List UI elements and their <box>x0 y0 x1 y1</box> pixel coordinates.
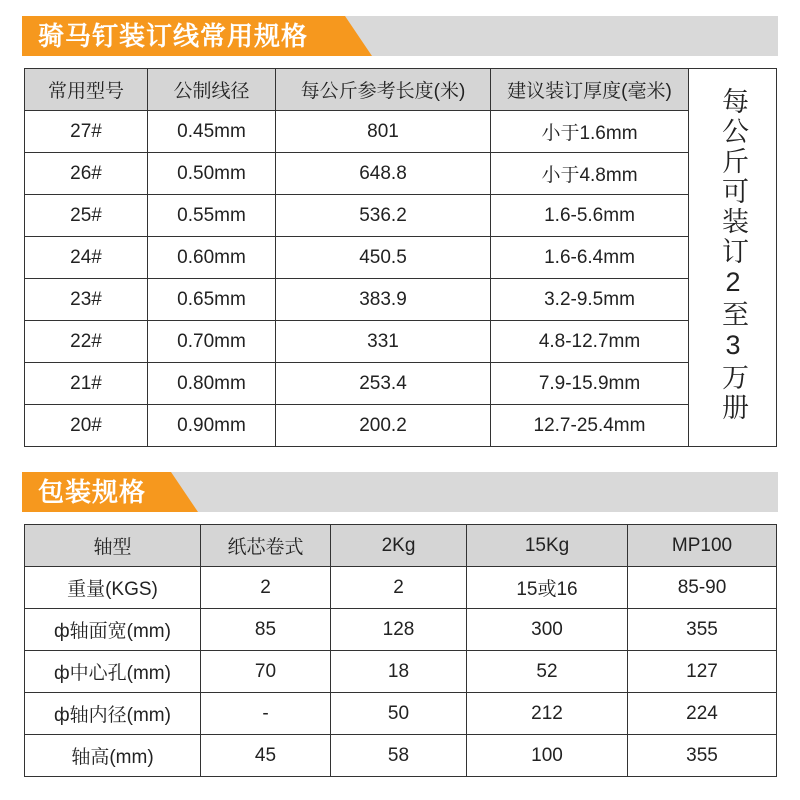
header-2kg: 2Kg <box>331 525 467 567</box>
packaging-row-label: 重量(KGS) <box>25 567 201 609</box>
packaging-row <box>25 735 777 777</box>
packaging-cell: 212 <box>467 693 628 735</box>
cell-model: 21# <box>25 363 148 405</box>
packaging-cell: 45 <box>201 735 331 777</box>
cell-length-per-kg: 200.2 <box>276 405 491 447</box>
wire-specs-row <box>25 153 777 195</box>
packaging-cell: 355 <box>628 609 777 651</box>
packaging-cell: 300 <box>467 609 628 651</box>
packaging-row-label: ф中心孔(mm) <box>25 651 201 693</box>
cell-model: 23# <box>25 279 148 321</box>
header-spool-type: 轴型 <box>25 525 201 567</box>
packaging-cell: 127 <box>628 651 777 693</box>
cell-binding-thickness: 3.2-9.5mm <box>491 279 689 321</box>
packaging-cell: 15或16 <box>467 567 628 609</box>
wire-specs-row <box>25 237 777 279</box>
cell-diameter: 0.55mm <box>148 195 276 237</box>
cell-model: 22# <box>25 321 148 363</box>
packaging-row-label: ф轴内径(mm) <box>25 693 201 735</box>
binding-capacity-note-cell <box>689 69 777 447</box>
header-binding-thickness: 建议装订厚度(毫米) <box>491 69 689 111</box>
cell-diameter: 0.80mm <box>148 363 276 405</box>
packaging-cell: 2 <box>331 567 467 609</box>
cell-binding-thickness: 7.9-15.9mm <box>491 363 689 405</box>
cell-diameter: 0.65mm <box>148 279 276 321</box>
packaging-header-bar <box>22 472 778 512</box>
packaging-row-label: ф轴面宽(mm) <box>25 609 201 651</box>
packaging-row-label: 轴高(mm) <box>25 735 201 777</box>
packaging-cell: 85-90 <box>628 567 777 609</box>
wire-specs-row <box>25 363 777 405</box>
cell-diameter: 0.50mm <box>148 153 276 195</box>
cell-diameter: 0.90mm <box>148 405 276 447</box>
wire-specs-title: 骑马钉装订线常用规格 <box>38 21 309 51</box>
packaging-cell: 224 <box>628 693 777 735</box>
cell-model: 27# <box>25 111 148 153</box>
packaging-header-row <box>25 525 777 567</box>
wire-specs-row <box>25 405 777 447</box>
wire-specs-table <box>24 68 777 447</box>
packaging-cell: 128 <box>331 609 467 651</box>
header-diameter: 公制线径 <box>148 69 276 111</box>
packaging-row <box>25 567 777 609</box>
cell-binding-thickness: 1.6-6.4mm <box>491 237 689 279</box>
packaging-cell: 100 <box>467 735 628 777</box>
wire-specs-row <box>25 279 777 321</box>
header-mp100: MP100 <box>628 525 777 567</box>
wire-specs-header-row <box>25 69 777 111</box>
packaging-cell: 50 <box>331 693 467 735</box>
cell-binding-thickness: 小于1.6mm <box>491 111 689 153</box>
binding-capacity-note: 每公斤可装订2至3万册 <box>718 86 748 423</box>
cell-binding-thickness: 小于4.8mm <box>491 153 689 195</box>
packaging-row <box>25 609 777 651</box>
packaging-table <box>24 524 777 777</box>
cell-binding-thickness: 1.6-5.6mm <box>491 195 689 237</box>
cell-length-per-kg: 536.2 <box>276 195 491 237</box>
cell-length-per-kg: 253.4 <box>276 363 491 405</box>
cell-length-per-kg: 331 <box>276 321 491 363</box>
cell-model: 24# <box>25 237 148 279</box>
packaging-cell: 85 <box>201 609 331 651</box>
cell-binding-thickness: 12.7-25.4mm <box>491 405 689 447</box>
cell-binding-thickness: 4.8-12.7mm <box>491 321 689 363</box>
cell-diameter: 0.60mm <box>148 237 276 279</box>
header-paper-core: 纸芯卷式 <box>201 525 331 567</box>
header-15kg: 15Kg <box>467 525 628 567</box>
wire-specs-header-bar <box>22 16 778 56</box>
packaging-cell: 2 <box>201 567 331 609</box>
packaging-title: 包装规格 <box>38 477 147 507</box>
cell-diameter: 0.70mm <box>148 321 276 363</box>
packaging-cell: 52 <box>467 651 628 693</box>
cell-diameter: 0.45mm <box>148 111 276 153</box>
cell-model: 20# <box>25 405 148 447</box>
packaging-cell: - <box>201 693 331 735</box>
header-model: 常用型号 <box>25 69 148 111</box>
packaging-cell: 70 <box>201 651 331 693</box>
wire-specs-row <box>25 195 777 237</box>
cell-model: 26# <box>25 153 148 195</box>
wire-specs-row <box>25 111 777 153</box>
packaging-cell: 355 <box>628 735 777 777</box>
cell-length-per-kg: 801 <box>276 111 491 153</box>
packaging-cell: 18 <box>331 651 467 693</box>
header-length-per-kg: 每公斤参考长度(米) <box>276 69 491 111</box>
packaging-row <box>25 693 777 735</box>
cell-length-per-kg: 383.9 <box>276 279 491 321</box>
cell-model: 25# <box>25 195 148 237</box>
packaging-row <box>25 651 777 693</box>
cell-length-per-kg: 648.8 <box>276 153 491 195</box>
wire-specs-row <box>25 321 777 363</box>
packaging-cell: 58 <box>331 735 467 777</box>
cell-length-per-kg: 450.5 <box>276 237 491 279</box>
